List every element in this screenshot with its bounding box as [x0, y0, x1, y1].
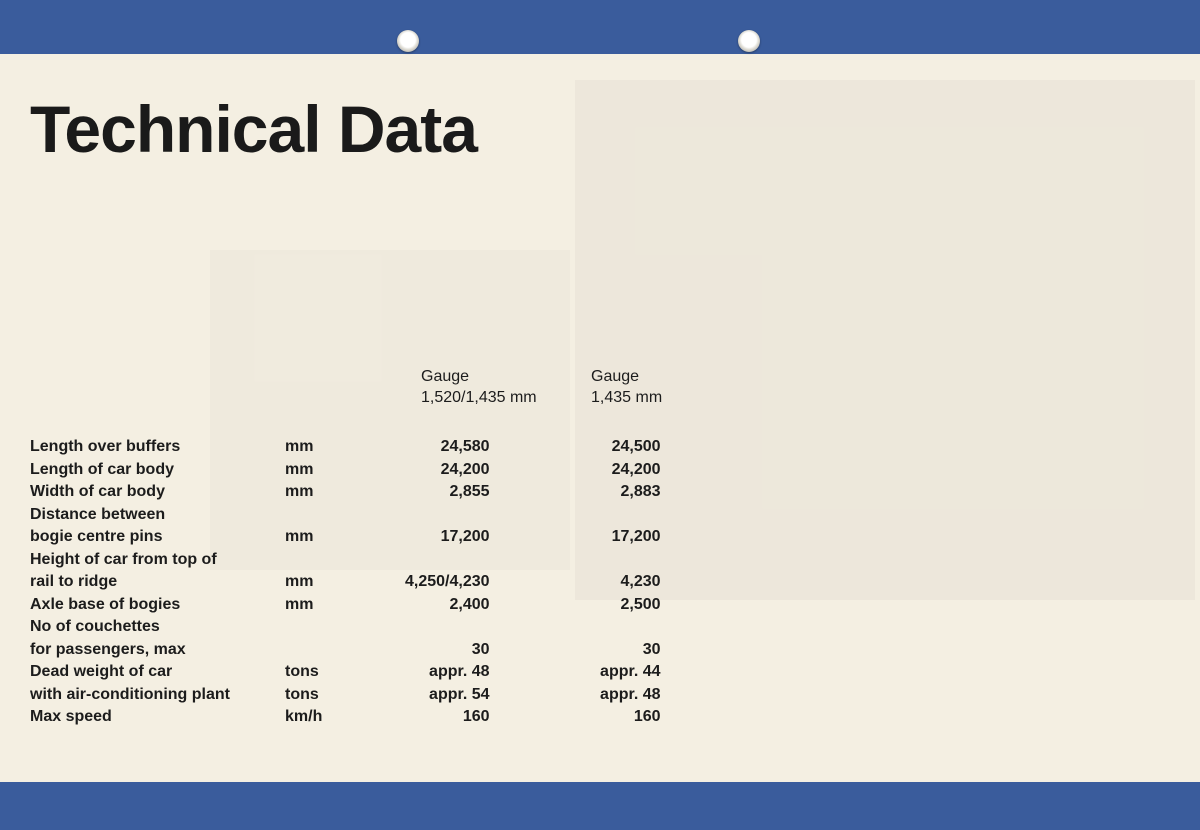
- row-value-gauge-1: [405, 549, 490, 572]
- row-unit: [285, 549, 405, 572]
- binder-hole-right: [738, 30, 760, 52]
- row-value-gauge-1: 2,400: [449, 595, 490, 613]
- row-value-gauge-1: 24,580: [440, 438, 490, 455]
- table-row: [30, 616, 661, 639]
- row-value-gauge-1: 30: [471, 640, 490, 658]
- row-unit: km/h: [285, 708, 323, 725]
- table-row: [30, 504, 661, 527]
- row-label: for passengers, max: [30, 640, 186, 658]
- row-value-gauge-2: [490, 616, 661, 639]
- row-value-gauge-2: 2,883: [620, 483, 661, 500]
- row-label: Max speed: [30, 708, 112, 725]
- table-row: [30, 639, 661, 662]
- table-row: [30, 684, 661, 707]
- row-unit: [285, 639, 405, 662]
- table-row: [30, 594, 661, 617]
- row-unit: [285, 504, 405, 527]
- column-header-line: 1,520/1,435 mm: [421, 388, 537, 406]
- technical-data-body: [30, 436, 661, 729]
- technical-data-table: [30, 436, 661, 729]
- row-label: bogie centre pins: [30, 528, 163, 545]
- row-label: Length over buffers: [30, 438, 181, 455]
- row-value-gauge-1: 160: [462, 708, 490, 725]
- row-value-gauge-2: appr. 44: [600, 663, 661, 680]
- row-unit: mm: [285, 460, 314, 478]
- row-value-gauge-1: 17,200: [440, 528, 490, 545]
- table-row: [30, 436, 661, 459]
- row-value-gauge-2: [490, 549, 661, 572]
- bleed-through-photo: [575, 80, 1195, 600]
- column-header-gauge-2: [591, 367, 662, 408]
- row-value-gauge-1: [405, 616, 490, 639]
- row-value-gauge-2: 30: [642, 640, 661, 658]
- table-row: [30, 481, 661, 504]
- binder-hole-left: [397, 30, 419, 52]
- row-label: Axle base of bogies: [30, 595, 181, 613]
- row-label: with air-conditioning plant: [30, 685, 230, 703]
- column-header-line: Gauge: [421, 368, 470, 385]
- table-row: [30, 459, 661, 482]
- row-value-gauge-1: 24,200: [440, 460, 490, 478]
- row-label: Width of car body: [30, 483, 165, 500]
- row-unit: mm: [285, 595, 314, 613]
- row-label: rail to ridge: [30, 573, 118, 590]
- row-label: No of couchettes: [30, 618, 160, 635]
- row-label: Distance between: [30, 505, 166, 523]
- row-label: Height of car from top of: [30, 550, 217, 568]
- row-unit: mm: [285, 438, 314, 455]
- page-title: Technical Data: [30, 92, 477, 166]
- bottom-blue-band: [0, 782, 1200, 830]
- table-row: [30, 661, 661, 684]
- row-value-gauge-1: appr. 48: [429, 663, 490, 680]
- row-label: Length of car body: [30, 460, 174, 478]
- row-value-gauge-2: appr. 48: [600, 685, 661, 703]
- table-row: [30, 706, 661, 729]
- row-value-gauge-2: 17,200: [611, 528, 661, 545]
- row-unit: mm: [285, 573, 314, 590]
- row-unit: mm: [285, 528, 314, 545]
- column-header-line: 1,435 mm: [591, 388, 663, 406]
- row-value-gauge-2: 2,500: [620, 595, 661, 613]
- column-header-line: Gauge: [591, 368, 640, 385]
- row-value-gauge-2: 24,200: [611, 460, 661, 478]
- column-header-gauge-1: [421, 367, 537, 408]
- row-value-gauge-2: 160: [633, 708, 661, 725]
- row-value-gauge-2: [490, 504, 661, 527]
- top-blue-band: [0, 0, 1200, 54]
- row-value-gauge-1: [405, 504, 490, 527]
- row-value-gauge-1: 2,855: [449, 483, 490, 500]
- row-unit: mm: [285, 483, 314, 500]
- row-unit: tons: [285, 663, 319, 680]
- table-row: [30, 571, 661, 594]
- row-value-gauge-2: 4,230: [620, 573, 661, 590]
- row-unit: tons: [285, 685, 319, 703]
- row-label: Dead weight of car: [30, 663, 173, 680]
- row-value-gauge-2: 24,500: [611, 438, 661, 455]
- table-row: [30, 526, 661, 549]
- row-value-gauge-1: 4,250/4,230: [405, 573, 490, 590]
- table-row: [30, 549, 661, 572]
- row-value-gauge-1: appr. 54: [429, 685, 490, 703]
- row-unit: [285, 616, 405, 639]
